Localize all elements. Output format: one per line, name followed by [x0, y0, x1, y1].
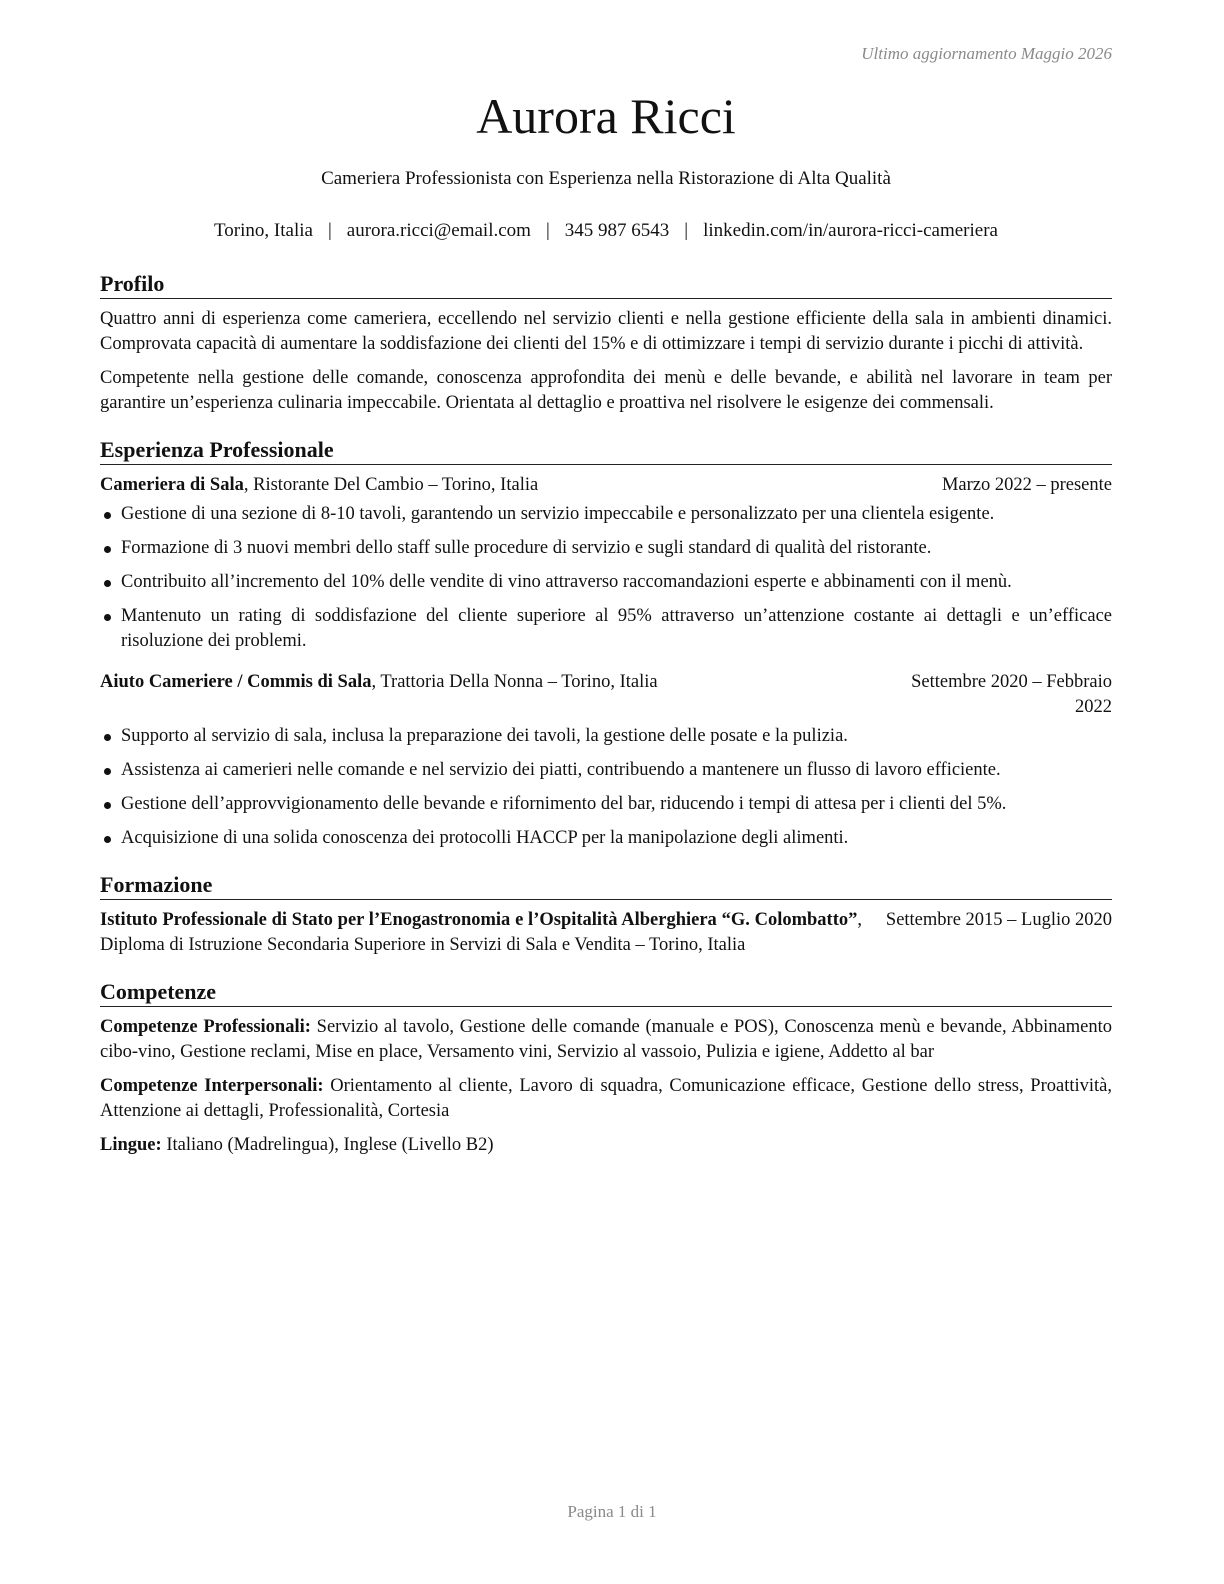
- job-role: Cameriera di Sala: [100, 475, 244, 495]
- skill-value: Orientamento al cliente, Lavoro di squadra, Comunicazione efficace, Gestione dello stress, Proattività, Attenzione ai dettagli, Professionalità, Cortesia: [100, 1076, 1112, 1121]
- job-title-line: [100, 670, 862, 695]
- profile-section: [100, 270, 1112, 416]
- job-bullets: [100, 502, 1112, 654]
- job-employer: , Trattoria Della Nonna – Torino, Italia: [371, 672, 658, 692]
- job-entry: [100, 670, 1112, 851]
- education-degree: , Diploma di Istruzione Secondaria Superiore in Servizi di Sala e Vendita – Torino, Italia: [100, 910, 862, 955]
- skill-label: Competenze Professionali:: [100, 1017, 311, 1037]
- job-bullets: [100, 724, 1112, 851]
- contact-line: [100, 218, 1112, 244]
- section-title-profile: Profilo: [100, 270, 1112, 299]
- contact-separator: |: [327, 220, 332, 241]
- education-school: Istituto Professionale di Stato per l’Enogastronomia e l’Ospitalità Alberghiera “G. Colombatto”: [100, 910, 858, 930]
- skills-section: [100, 978, 1112, 1158]
- skill-row: [100, 1074, 1112, 1124]
- job-header: [100, 670, 1112, 720]
- contact-separator: |: [684, 220, 689, 241]
- skill-label: Lingue:: [100, 1135, 162, 1155]
- job-dates: Settembre 2020 – Febbraio 2022: [911, 672, 1112, 717]
- education-section: [100, 871, 1112, 958]
- contact-linkedin[interactable]: linkedin.com/in/aurora-ricci-cameriera: [703, 220, 998, 241]
- job-bullet: Supporto al servizio di sala, inclusa la preparazione dei tavoli, la gestione delle posate e la pulizia.: [100, 724, 1112, 749]
- skill-label: Competenze Interpersonali:: [100, 1076, 324, 1096]
- job-bullet: Contribuito all’incremento del 10% delle vendite di vino attraverso raccomandazioni esperte e abbinamenti con il menù.: [100, 570, 1112, 595]
- contact-separator: |: [545, 220, 550, 241]
- job-bullet: Mantenuto un rating di soddisfazione del cliente superiore al 95% attraverso un’attenzione costante ai dettagli e un’efficace risoluzione dei problemi.: [100, 604, 1112, 654]
- resume-content: [100, 270, 1112, 1178]
- candidate-name: Aurora Ricci: [476, 88, 736, 144]
- education-title-line: [100, 908, 862, 958]
- job-bullet: Formazione di 3 nuovi membri dello staff sulle procedure di servizio e sugli standard di qualità del ristorante.: [100, 536, 1112, 561]
- job-title-line: [100, 473, 932, 498]
- job-dates: Marzo 2022 – presente: [941, 475, 1112, 495]
- experience-section: [100, 436, 1112, 851]
- contact-location: Torino, Italia: [214, 220, 313, 241]
- education-dates: Settembre 2015 – Luglio 2020: [885, 910, 1112, 930]
- job-bullet: Assistenza ai camerieri nelle comande e nel servizio dei piatti, contribuendo a mantenere un flusso di lavoro efficiente.: [100, 758, 1112, 783]
- job-bullet: Gestione di una sezione di 8-10 tavoli, garantendo un servizio impeccabile e personalizzato per una clientela esigente.: [100, 502, 1112, 527]
- profile-paragraph: Quattro anni di esperienza come cameriera, eccellendo nel servizio clienti e nella gestione efficiente della sala in ambienti dinamici. Comprovata capacità di aumentare la soddisfazione dei clienti del 15% e di ottimizzare i tempi di servizio durante i picchi di attività.: [100, 309, 1112, 354]
- profile-paragraph: Competente nella gestione delle comande, conoscenza approfondita dei menù e delle bevande, e abilità nel lavorare in team per garantire un’esperienza culinaria impeccabile. Orientata al dettaglio e proattiva nel risolvere le esigenze dei commensali.: [100, 368, 1112, 413]
- section-title-skills: Competenze: [100, 978, 1112, 1007]
- job-entry: [100, 473, 1112, 654]
- skill-row: [100, 1133, 1112, 1158]
- skill-value: Servizio al tavolo, Gestione delle comande (manuale e POS), Conoscenza menù e bevande, Abbinamento cibo-vino, Gestione reclami, Mise en place, Versamento vini, Servizio al vassoio, Pulizia e igiene, Addetto al bar: [100, 1017, 1112, 1062]
- job-role: Aiuto Cameriere / Commis di Sala: [100, 672, 372, 692]
- education-entry: [100, 908, 1112, 958]
- contact-email[interactable]: aurora.ricci@email.com: [346, 220, 531, 241]
- job-bullet: Acquisizione di una solida conoscenza dei protocolli HACCP per la manipolazione degli alimenti.: [100, 826, 1112, 851]
- skill-row: [100, 1015, 1112, 1065]
- skill-value: Italiano (Madrelingua), Inglese (Livello B2): [161, 1135, 494, 1155]
- job-bullet: Gestione dell’approvvigionamento delle bevande e rifornimento del bar, riducendo i tempi di attesa per i clienti del 5%.: [100, 792, 1112, 817]
- job-employer: , Ristorante Del Cambio – Torino, Italia: [243, 475, 539, 495]
- section-title-education: Formazione: [100, 871, 1112, 900]
- candidate-tagline: Cameriera Professionista con Esperienza nella Ristorazione di Alta Qualità: [321, 168, 891, 189]
- last-updated-note: Ultimo aggiornamento Maggio 2026: [861, 44, 1112, 63]
- page-number: Pagina 1 di 1: [567, 1502, 657, 1521]
- job-header: [100, 473, 1112, 498]
- section-title-experience: Esperienza Professionale: [100, 436, 1112, 465]
- contact-phone: 345 987 6543: [564, 220, 670, 241]
